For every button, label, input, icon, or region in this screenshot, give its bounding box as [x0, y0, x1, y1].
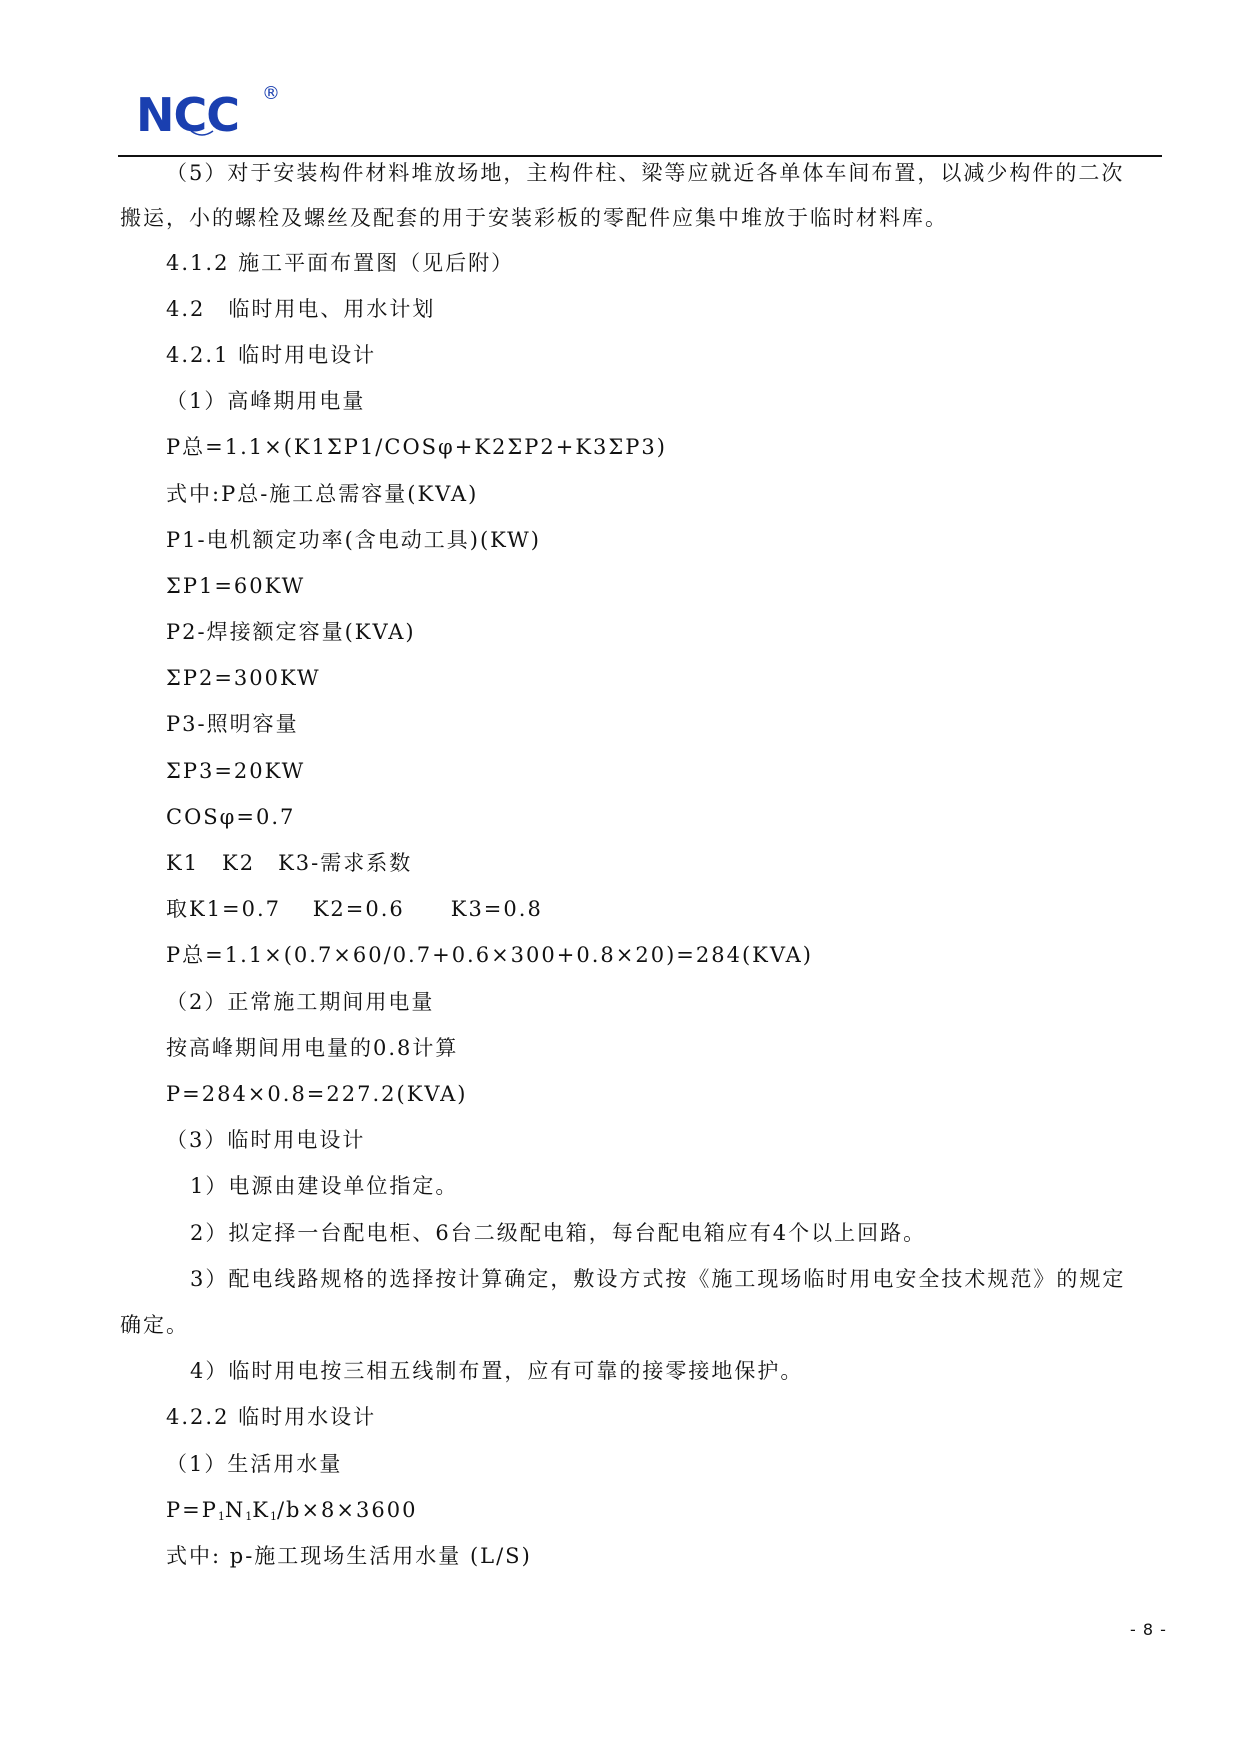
formula-line: P总=1.1×(0.7×60/0.7+0.6×300+0.8×20)=284(KVA) — [166, 943, 813, 967]
formula-part: P=P — [166, 1498, 218, 1522]
subheading: （3）临时用电设计 — [166, 1128, 366, 1152]
formula-line: COSφ=0.7 — [166, 805, 296, 829]
formula-line: P2-焊接额定容量(KVA) — [166, 620, 416, 644]
formula-line: 按高峰期间用电量的0.8计算 — [166, 1036, 459, 1060]
subscript: 1 — [217, 1510, 225, 1523]
formula-part: K — [252, 1498, 270, 1522]
list-item: 2）拟定择一台配电柜、6台二级配电箱，每台配电箱应有4个以上回路。 — [190, 1221, 927, 1245]
subheading: （1）生活用水量 — [166, 1452, 343, 1476]
subheading: （2）正常施工期间用电量 — [166, 990, 435, 1014]
list-item-continuation: 确定。 — [120, 1313, 189, 1337]
section-heading: 4.2.1 临时用电设计 — [166, 343, 377, 367]
formula-line: ΣP3=20KW — [166, 759, 306, 783]
logo-swoosh-icon — [190, 129, 214, 139]
subheading: （1）高峰期用电量 — [166, 389, 366, 413]
list-item: 3）配电线路规格的选择按计算确定，敷设方式按《施工现场临时用电安全技术规范》的规定 — [190, 1267, 1126, 1291]
formula-line: P1-电机额定功率(含电动工具)(KW) — [166, 528, 541, 552]
formula-line: 取K1=0.7 K2=0.6 K3=0.8 — [166, 897, 543, 921]
page-number: - 8 - — [1130, 1620, 1167, 1639]
formula-part: N — [224, 1498, 246, 1522]
formula-line: 式中:P总-施工总需容量(KVA) — [166, 482, 479, 506]
list-item: 4）临时用电按三相五线制布置，应有可靠的接零接地保护。 — [190, 1359, 804, 1383]
formula-line: K1 K2 K3-需求系数 — [166, 851, 413, 875]
section-heading: 4.2.2 临时用水设计 — [166, 1405, 377, 1429]
formula-line: P3-照明容量 — [166, 712, 299, 736]
formula-line: ΣP1=60KW — [166, 574, 306, 598]
formula-line: ΣP2=300KW — [166, 666, 321, 690]
formula-part: /b×8×3600 — [276, 1498, 418, 1522]
formula-line: P总=1.1×(K1ΣP1/COSφ+K2ΣP2+K3ΣP3) — [166, 435, 667, 459]
registered-mark: ® — [262, 83, 280, 104]
section-heading: 4.1.2 施工平面布置图（见后附） — [166, 251, 515, 275]
logo-text: NCC — [136, 88, 240, 142]
subscript: 1 — [269, 1510, 277, 1523]
water-formula — [166, 1495, 417, 1532]
formula-line: 式中: p-施工现场生活用水量 (L/S) — [166, 1544, 532, 1568]
paragraph-line: （5）对于安装构件材料堆放场地，主构件柱、梁等应就近各单体车间布置，以减少构件的二次 — [166, 161, 1125, 185]
formula-line: P=284×0.8=227.2(KVA) — [166, 1082, 468, 1106]
subscript: 1 — [245, 1510, 253, 1523]
header-divider — [118, 155, 1162, 157]
section-heading: 4.2 临时用电、用水计划 — [166, 297, 436, 321]
list-item: 1）电源由建设单位指定。 — [190, 1174, 459, 1198]
paragraph-line: 搬运，小的螺栓及螺丝及配套的用于安装彩板的零配件应集中堆放于临时材料库。 — [120, 206, 948, 230]
ncc-logo — [136, 85, 286, 145]
